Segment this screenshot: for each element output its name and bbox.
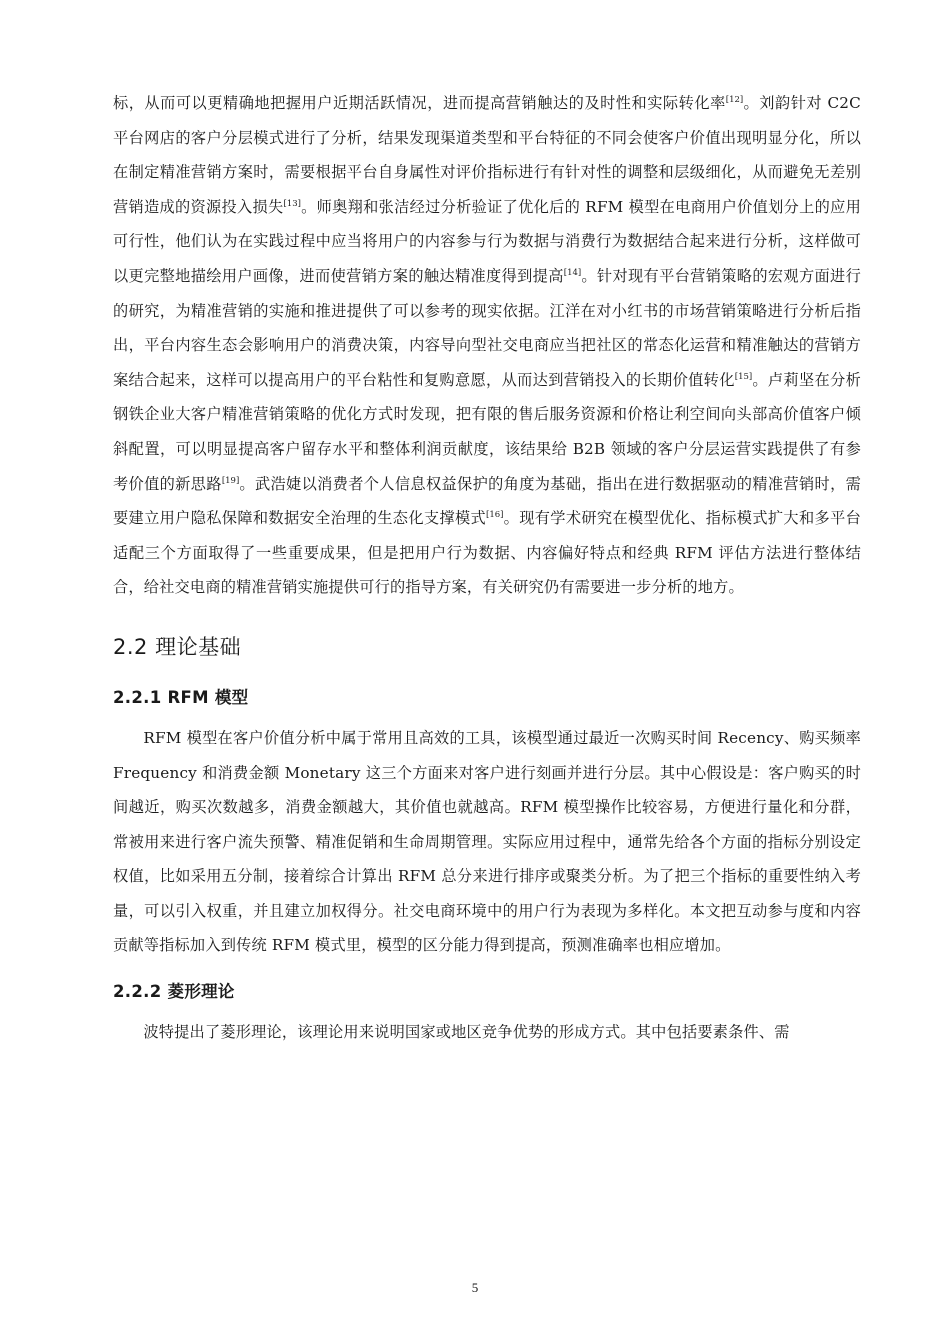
page-number: 5 [471, 1280, 479, 1295]
paragraph-text: 。现有学术研究在模型优化、指标模式扩大和多平台适配三个方面取得了一些重要成果，但是把用户行为数据、内容偏好特点和经典 RFM 评估方法进行整体结合，给社交电商的精准营销实施提供可行的指导方案，有关研究仍有需要进一步分析的地方。 [113, 509, 861, 597]
paragraph-text: 。针对现有平台营销策略的宏观方面进行的研究，为精准营销的实施和推进提供了可以参考的现实依据。江洋在对小红书的市场营销策略进行分析后指出，平台内容生态会影响用户的消费决策，内容导向型社交电商应当把社区的常态化运营和精准触达的营销方案结合起来，这样可以提高用户的平台粘性和复购意愿，从而达到营销投入的长期价值转化 [113, 266, 861, 389]
citation-14: [14] [563, 267, 582, 278]
literature-review-paragraph [113, 86, 861, 605]
citation-16: [16] [486, 510, 504, 521]
section-heading: 2.2 理论基础 [113, 634, 242, 659]
citation-15: [15] [734, 371, 753, 382]
diamond-paragraph: 波特提出了菱形理论，该理论用来说明国家或地区竞争优势的形成方式。其中包括要素条件、需 [143, 1023, 790, 1042]
paragraph-text: 标，从而可以更精确地把握用户近期活跃情况，进而提高营销触达的及时性和实际转化率 [113, 94, 726, 112]
citation-13: [13] [283, 198, 301, 209]
subsection-heading-diamond: 2.2.2 菱形理论 [113, 982, 235, 1002]
subsection-heading-rfm: 2.2.1 RFM 模型 [113, 687, 249, 707]
page-content [113, 86, 861, 1050]
citation-19: [19] [221, 475, 240, 486]
paragraph-text: 。卢莉坚在分析钢铁企业大客户精准营销策略的优化方式时发现，把有限的售后服务资源和价格让利空间向头部高价值客户倾斜配置，可以明显提高客户留存水平和整体利润贡献度，该结果给 B2B 领域的客户分层运营实践提供了有参考价值的新思路 [113, 370, 862, 493]
paragraph-text: 。武浩婕以消费者个人信息权益保护的角度为基础，指出在进行数据驱动的精准营销时，需要建立用户隐私保障和数据安全治理的生态化支撑模式 [113, 474, 862, 528]
paragraph-text: 。刘韵针对 C2C 平台网店的客户分层模式进行了分析，结果发现渠道类型和平台特征的不同会使客户价值出现明显分化，所以在制定精准营销方案时，需要根据平台自身属性对评价指标进行有针对性的调整和层级细化，从而避免无差别营销造成的资源投入损失 [113, 94, 861, 216]
citation-12: [12] [725, 95, 744, 105]
paragraph-text: 。师奥翔和张洁经过分析验证了优化后的 RFM 模型在电商用户价值划分上的应用可行性，他们认为在实践过程中应当将用户的内容参与行为数据与消费行为数据结合起来进行分析，这样做可以更完整地描绘用户画像，进而使营销方案的触达精准度得到提高 [113, 197, 862, 285]
rfm-paragraph: RFM 模型在客户价值分析中属于常用且高效的工具，该模型通过最近一次购买时间 Recency、购买频率 Frequency 和消费金额 Monetary 这三个方面来对客户进行刻画并进行分层。其中心假设是：客户购买的时间越近，购买次数越多，消费金额越大，其价值也就越高。RFM 模型操作比较容易，方便进行量化和分群，常被用来进行客户流失预警、精准促销和生命周期管理。实际应用过程中，通常先给各个方面的指标分别设定权值，比如采用五分制，接着综合计算出 RFM 总分来进行排序或聚类分析。为了把三个指标的重要性纳入考量，可以引入权重，并且建立加权得分。社交电商环境中的用户行为表现为多样化。本文把互动参与度和内容贡献等指标加入到传统 RFM 模式里，模型的区分能力得到提高，预测准确率也相应增加。 [113, 728, 861, 955]
